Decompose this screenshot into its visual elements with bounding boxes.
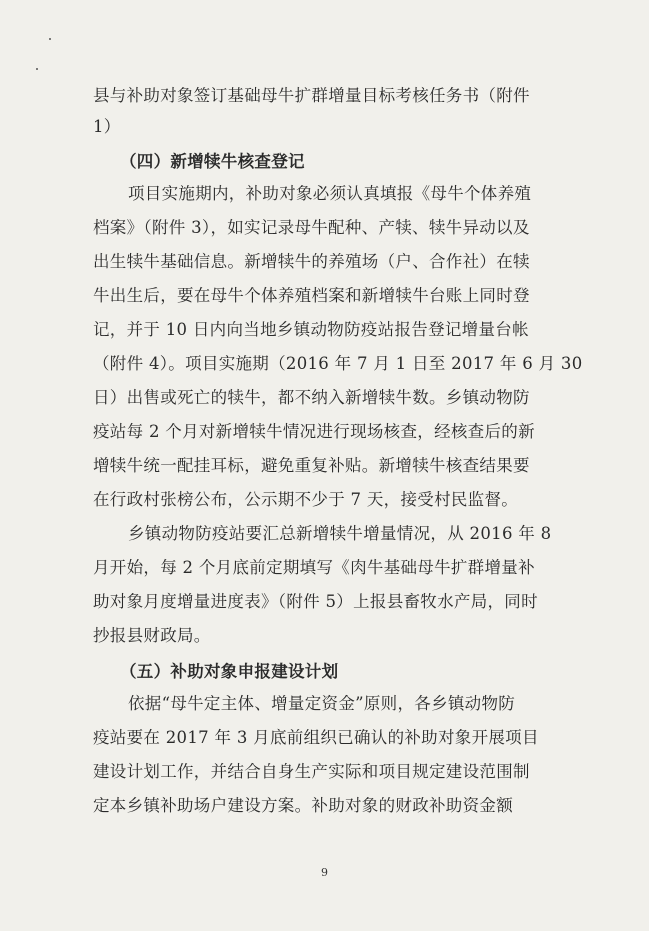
scan-speck: [36, 68, 38, 70]
text-line: 疫站每 2 个月对新增犊牛情况进行现场核查，经核查后的新: [93, 422, 535, 441]
text-line: （附件 4）。项目实施期（2016 年 7 月 1 日至 2017 年 6 月 30: [93, 354, 583, 373]
text-line: 建设计划工作，并结合自身生产实际和项目规定建设范围制: [93, 762, 530, 781]
page-number: 9: [321, 866, 328, 879]
section-heading: （五）补助对象申报建设计划: [120, 662, 339, 681]
text-line: 增犊牛统一配挂耳标，避免重复补贴。新增犊牛核查结果要: [93, 456, 530, 475]
scan-speck: [49, 38, 51, 40]
text-line: 月开始，每 2 个月底前定期填写《肉牛基础母牛扩群增量补: [93, 558, 535, 577]
text-line: 疫站要在 2017 年 3 月底前组织已确认的补助对象开展项目: [93, 728, 539, 747]
text-line: 日）出售或死亡的犊牛，都不纳入新增犊牛数。乡镇动物防: [93, 388, 530, 407]
text-line: 出生犊牛基础信息。新增犊牛的养殖场（户、合作社）在犊: [93, 252, 530, 271]
text-line: 依据“母牛定主体、增量定资金”原则，各乡镇动物防: [128, 694, 516, 713]
section-heading: （四）新增犊牛核查登记: [120, 152, 305, 171]
text-line: 记，并于 10 日内向当地乡镇动物防疫站报告登记增量台帐: [93, 320, 529, 339]
text-line: 牛出生后，要在母牛个体养殖档案和新增犊牛台账上同时登: [93, 286, 530, 305]
text-line: 定本乡镇补助场户建设方案。补助对象的财政补助资金额: [93, 796, 513, 815]
text-line: 项目实施期内，补助对象必须认真填报《母牛个体养殖: [128, 184, 532, 203]
text-line: 抄报县财政局。: [93, 626, 211, 645]
text-line: 助对象月度增量进度表》（附件 5）上报县畜牧水产局，同时: [93, 592, 538, 611]
text-line: 在行政村张榜公布，公示期不少于 7 天，接受村民监督。: [93, 490, 519, 509]
text-line: 档案》（附件 3），如实记录母牛配种、产犊、犊牛异动以及: [93, 218, 530, 237]
text-line: 乡镇动物防疫站要汇总新增犊牛增量情况，从 2016 年 8: [128, 524, 552, 543]
text-line: 县与补助对象签订基础母牛扩群增量目标考核任务书（附件: [93, 86, 530, 105]
text-line: 1）: [93, 117, 121, 136]
